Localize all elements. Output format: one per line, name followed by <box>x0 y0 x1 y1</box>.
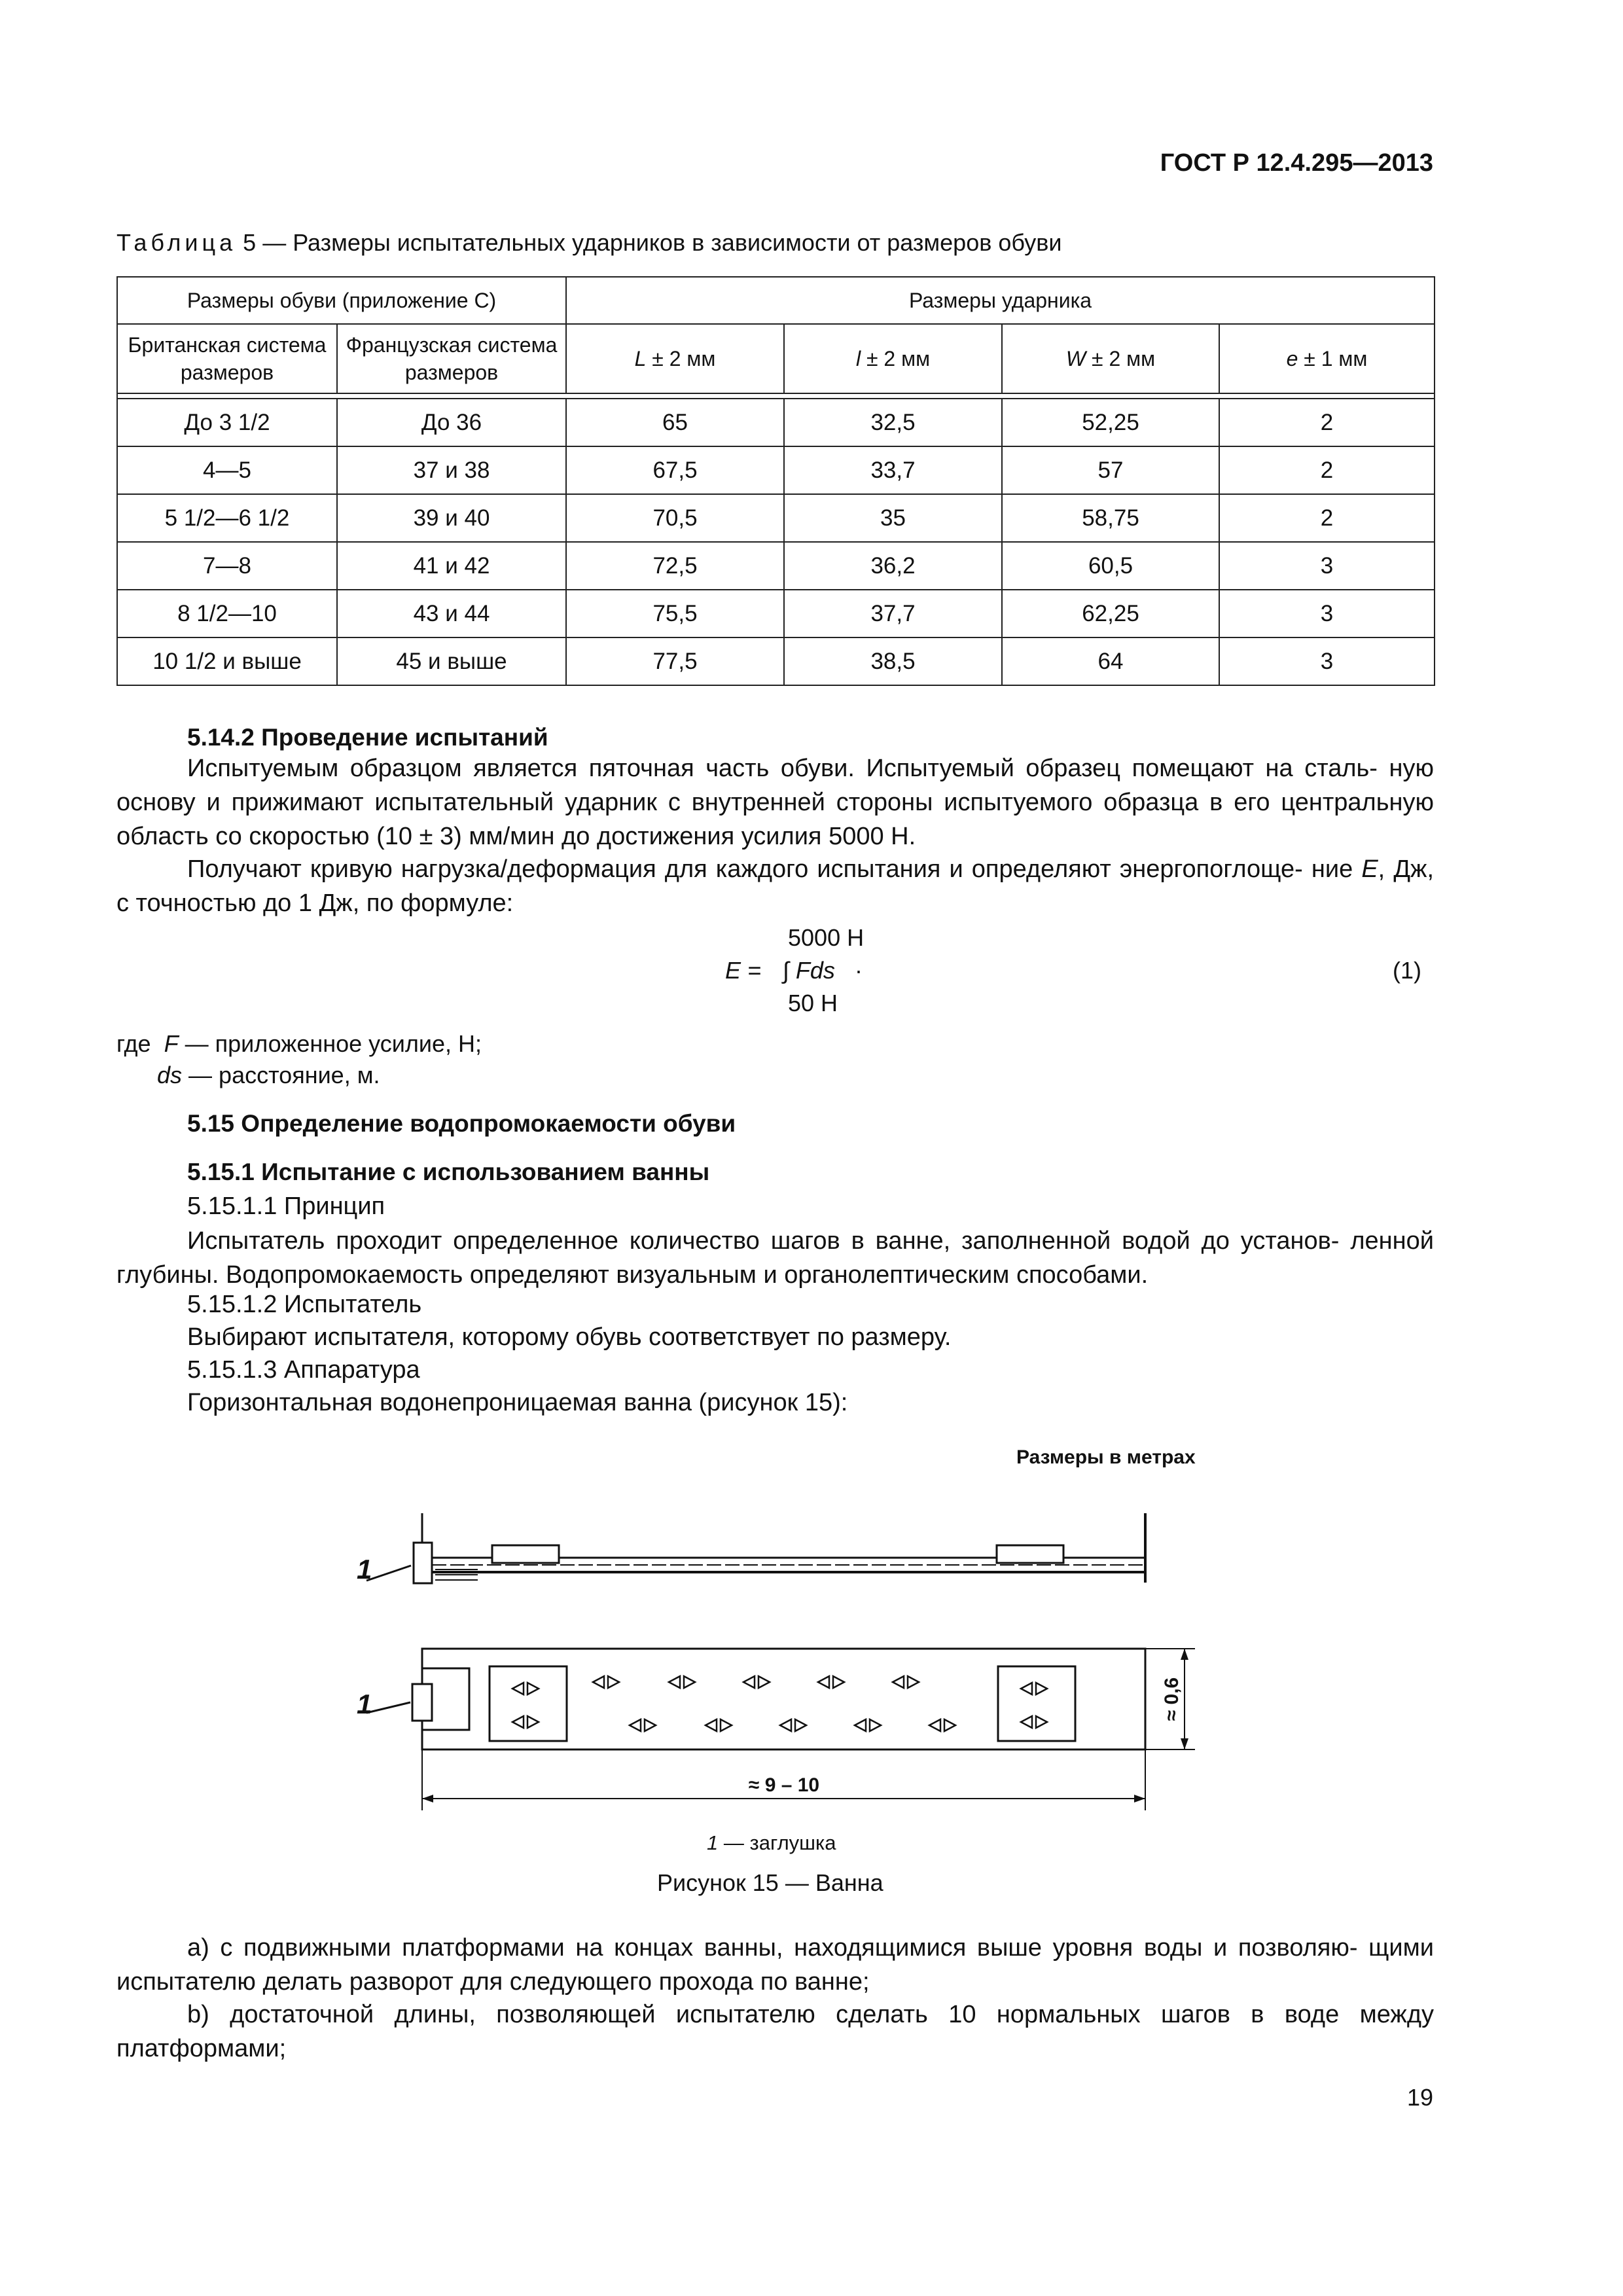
legend-text: — заглушка <box>723 1831 836 1854</box>
header-impactor-sizes: Размеры ударника <box>566 277 1435 324</box>
header-e-tol: ± 1 мм <box>1298 347 1368 370</box>
plug-plan <box>412 1684 432 1721</box>
cell: 38,5 <box>784 637 1002 685</box>
footprint-mark <box>630 1719 656 1731</box>
formula-integral: ∫ Fds <box>783 957 835 984</box>
where-F-desc: — приложенное усилие, Н; <box>185 1030 482 1057</box>
para-line: ленной глубины. Водопромокаемость определяют визуальным и органолептическим способами. <box>116 1227 1434 1289</box>
table-row <box>117 590 1435 637</box>
para-line: Испытуемым образцом является пяточная часть обуви. Испытуемый образец помещают на сталь- <box>187 755 1378 782</box>
var-E: E <box>1361 855 1378 883</box>
cell: 7—8 <box>117 542 337 590</box>
document-header: ГОСТ Р 12.4.295—2013 <box>1160 149 1433 177</box>
header-separator <box>117 393 1435 399</box>
cell: 64 <box>1002 637 1219 685</box>
callout-label-top: 1 <box>357 1554 372 1585</box>
table-row <box>117 494 1435 542</box>
footprint-mark <box>855 1719 881 1731</box>
footprint-mark <box>929 1719 955 1731</box>
cell: 33,7 <box>784 446 1002 494</box>
cell: 8 1/2—10 <box>117 590 337 637</box>
impactor-dimensions-table <box>116 276 1435 686</box>
callout-leader-bottom <box>366 1702 410 1713</box>
cell: До 3 1/2 <box>117 399 337 446</box>
bath-side-view <box>366 1513 1145 1584</box>
var-ds: ds <box>157 1062 183 1088</box>
formula-lhs: E = <box>725 957 762 984</box>
footprint-mark <box>893 1676 919 1688</box>
footprint-mark <box>743 1676 770 1688</box>
para-line-part: , Дж, с точностью до 1 Дж, по формуле: <box>116 855 1435 917</box>
header-shoe-sizes: Размеры обуви (приложение С) <box>117 277 566 324</box>
footprint-mark <box>593 1676 619 1688</box>
cell: 58,75 <box>1002 494 1219 542</box>
plug-side <box>414 1543 432 1583</box>
table-row <box>117 446 1435 494</box>
cell: 3 <box>1219 590 1435 637</box>
cell: 72,5 <box>566 542 784 590</box>
header-e-var: e <box>1286 347 1298 370</box>
table-caption <box>116 229 1061 257</box>
cell: 67,5 <box>566 446 784 494</box>
para-line: b) достаточной длины, позволяющей испытателю сделать 10 нормальных шагов в воде между <box>187 2001 1434 2028</box>
cell: 57 <box>1002 446 1219 494</box>
cell: 32,5 <box>784 399 1002 446</box>
platform-left-side <box>492 1545 559 1563</box>
list-item-a <box>116 1931 1434 1999</box>
bath-drawing <box>340 1505 1257 1820</box>
header-L-tol: ± 2 мм <box>646 347 716 370</box>
cell: 3 <box>1219 637 1435 685</box>
subsection-principle: 5.15.1.1 Принцип <box>187 1193 385 1220</box>
subsection-apparatus: 5.15.1.3 Аппаратура <box>187 1356 420 1384</box>
platform-left-plan <box>490 1666 567 1741</box>
header-e <box>1219 324 1435 393</box>
cell: 41 и 42 <box>337 542 566 590</box>
header-french-system: Французская система размеров <box>337 324 566 393</box>
cell: 77,5 <box>566 637 784 685</box>
platform-right-side <box>997 1545 1063 1563</box>
header-L-var: L <box>634 347 647 370</box>
where-line-2 <box>157 1062 380 1089</box>
platform-right-plan <box>998 1666 1075 1741</box>
paragraph-tester: Выбирают испытателя, которому обувь соответствует по размеру. <box>187 1323 952 1351</box>
bath-outline <box>422 1649 1145 1749</box>
formula-number: (1) <box>1393 957 1421 984</box>
header-british-system: Британская система размеров <box>117 324 337 393</box>
table-row <box>117 399 1435 446</box>
cell: 2 <box>1219 446 1435 494</box>
cell: 4—5 <box>117 446 337 494</box>
cell: 37 и 38 <box>337 446 566 494</box>
cell: 36,2 <box>784 542 1002 590</box>
list-item-b <box>116 1998 1434 2066</box>
footprint-mark <box>512 1683 539 1695</box>
section-heading-5-14-2: 5.14.2 Проведение испытаний <box>187 724 548 751</box>
header-W <box>1002 324 1219 393</box>
para-line: ную основу и прижимают испытательный ударник с внутренней стороны испытуемого образца в его <box>116 755 1434 816</box>
figure-legend <box>707 1831 836 1855</box>
header-l-var: l <box>855 347 861 370</box>
para-line: щими испытателю делать разворот для следующего прохода по ванне; <box>116 1934 1434 1996</box>
footprint-mark <box>780 1719 806 1731</box>
paragraph-energy-absorption <box>116 852 1434 920</box>
para-line: платформами; <box>116 2035 287 2062</box>
cell: 2 <box>1219 399 1435 446</box>
footprint-mark <box>669 1676 695 1688</box>
footprint-mark <box>818 1676 844 1688</box>
footprint-mark <box>512 1716 539 1728</box>
cell: 62,25 <box>1002 590 1219 637</box>
footprint-mark <box>705 1719 732 1731</box>
cell: 35 <box>784 494 1002 542</box>
formula-lower-limit: 50 Н <box>788 990 838 1016</box>
section-heading-5-15-1: 5.15.1 Испытание с использованием ванны <box>187 1158 710 1185</box>
callout-leader-top <box>366 1566 411 1581</box>
cell: 52,25 <box>1002 399 1219 446</box>
figure-units-note: Размеры в метрах <box>1016 1446 1196 1468</box>
para-line-part: ние <box>1311 855 1362 883</box>
page-number: 19 <box>1406 2084 1433 2111</box>
cell: 75,5 <box>566 590 784 637</box>
dim-width-label: ≈ 0,6 <box>1161 1677 1183 1721</box>
table-row <box>117 542 1435 590</box>
legend-number: 1 <box>707 1831 719 1854</box>
paragraph-apparatus: Горизонтальная водонепроницаемая ванна (рисунок 15): <box>187 1389 848 1416</box>
header-L <box>566 324 784 393</box>
header-l-tol: ± 2 мм <box>861 347 931 370</box>
para-line: Получают кривую нагрузка/деформация для каждого испытания и определяют энергопоглоще- <box>187 855 1303 883</box>
var-F: F <box>164 1030 179 1057</box>
dim-length-label: ≈ 9 – 10 <box>748 1774 820 1796</box>
paragraph-test-procedure <box>116 751 1434 853</box>
cell: 60,5 <box>1002 542 1219 590</box>
table-caption-prefix: Таблица <box>116 229 237 256</box>
table-caption-text: 5 — Размеры испытательных ударников в зависимости от размеров обуви <box>243 229 1062 256</box>
formula-upper-limit: 5000 Н <box>788 924 865 951</box>
footprint-mark <box>1021 1716 1047 1728</box>
header-W-var: W <box>1065 347 1086 370</box>
header-l <box>784 324 1002 393</box>
cell: 5 1/2—6 1/2 <box>117 494 337 542</box>
cell: 45 и выше <box>337 637 566 685</box>
cell: 65 <box>566 399 784 446</box>
cell: 2 <box>1219 494 1435 542</box>
cell: 37,7 <box>784 590 1002 637</box>
header-W-tol: ± 2 мм <box>1086 347 1156 370</box>
cell: 70,5 <box>566 494 784 542</box>
cell: До 36 <box>337 399 566 446</box>
where-word: где <box>116 1030 151 1057</box>
callout-label-bottom: 1 <box>357 1689 372 1719</box>
cell: 3 <box>1219 542 1435 590</box>
footprint-mark <box>1021 1683 1047 1695</box>
cell: 43 и 44 <box>337 590 566 637</box>
para-line: центральную область со скоростью (10 ± 3) мм/мин до достижения усилия 5000 Н. <box>116 789 1434 850</box>
footprints <box>512 1676 1047 1731</box>
table-row <box>117 637 1435 685</box>
figure-caption: Рисунок 15 — Ванна <box>657 1869 883 1896</box>
section-heading-5-15: 5.15 Определение водопромокаемости обуви <box>187 1110 736 1137</box>
subsection-tester: 5.15.1.2 Испытатель <box>187 1291 422 1318</box>
para-line: а) с подвижными платформами на концах ванны, находящимися выше уровня воды и позволяю- <box>187 1934 1358 1962</box>
paragraph-principle <box>116 1224 1434 1292</box>
cell: 39 и 40 <box>337 494 566 542</box>
cell: 10 1/2 и выше <box>117 637 337 685</box>
where-line-1 <box>116 1030 482 1058</box>
where-ds-desc: — расстояние, м. <box>188 1062 380 1088</box>
formula-dot: · <box>855 957 863 984</box>
para-line: Испытатель проходит определенное количество шагов в ванне, заполненной водой до установ- <box>187 1227 1340 1255</box>
